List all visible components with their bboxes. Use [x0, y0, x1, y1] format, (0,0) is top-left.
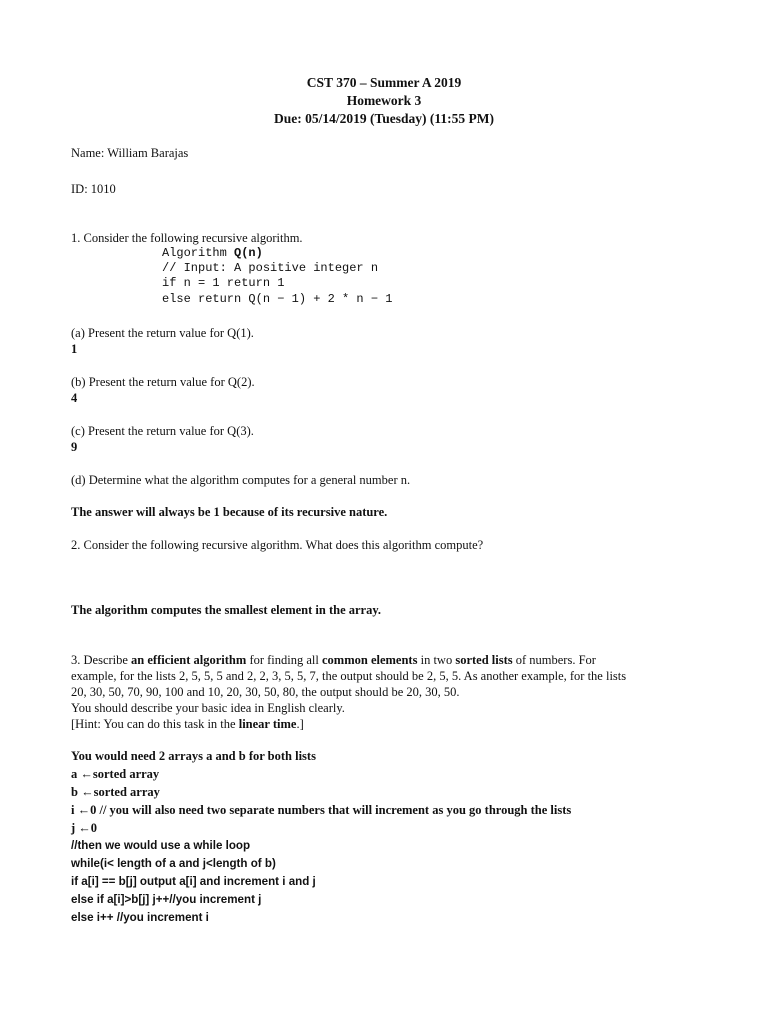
question-3-line-2: example, for the lists 2, 5, 5, 5 and 2, 2, 3, 5, 5, 7, the output should be 2, 5, 5. As another example, for the lists [71, 669, 627, 683]
answer-1a: 1 [71, 342, 78, 356]
assignment-title: Homework 3 [346, 93, 422, 108]
answer-1d: The answer will always be 1 because of its recursive nature. [71, 505, 388, 519]
code-line: else return Q(n − 1) + 2 * n − 1 [162, 292, 393, 306]
answer-3-line: else if a[i]>b[j] j++//you increment j [71, 893, 262, 906]
answer-3-line: while(i< length of a and j<length of b) [71, 857, 276, 870]
question-1b: (b) Present the return value for Q(2). [71, 375, 255, 389]
text-run: .] [296, 717, 304, 731]
question-1c: (c) Present the return value for Q(3). [71, 424, 254, 438]
question-1d: (d) Determine what the algorithm computes for a general number n. [71, 473, 411, 487]
emphasis-text: an efficient algorithm [131, 653, 247, 667]
answer-3-line: i ←0 // you will also need two separate numbers that will increment as you go through the lists [71, 803, 572, 817]
question-3-line-4: You should describe your basic idea in English clearly. [71, 701, 345, 715]
text-run: for finding all [246, 653, 322, 667]
question-3-hint [71, 716, 304, 732]
emphasis-text: sorted lists [455, 653, 513, 667]
answer-3-line: else i++ //you increment i [71, 911, 209, 924]
student-id: ID: 1010 [71, 182, 116, 196]
answer-2: The algorithm computes the smallest element in the array. [71, 603, 382, 617]
question-3-line-3: 20, 30, 50, 70, 90, 100 and 10, 20, 30, 50, 80, the output should be 20, 30, 50. [71, 685, 460, 699]
text-run: 3. Describe [71, 653, 132, 667]
text-run: in two [417, 653, 456, 667]
due-date: Due: 05/14/2019 (Tuesday) (11:55 PM) [274, 111, 494, 126]
algorithm-header [162, 246, 263, 261]
answer-1b: 4 [71, 391, 78, 405]
code-line: // Input: A positive integer n [162, 261, 379, 275]
answer-3-intro: You would need 2 arrays a and b for both lists [71, 749, 316, 763]
code-line: if n = 1 return 1 [162, 276, 285, 290]
question-2-prompt: 2. Consider the following recursive algorithm. What does this algorithm compute? [71, 538, 484, 552]
answer-3-line: b ←sorted array [71, 785, 160, 799]
answer-3-line: if a[i] == b[j] output a[i] and increment i and j [71, 875, 316, 888]
question-1-prompt: 1. Consider the following recursive algorithm. [71, 231, 303, 245]
algorithm-name: Q(n) [234, 246, 263, 260]
question-1a: (a) Present the return value for Q(1). [71, 326, 254, 340]
text-run: [Hint: You can do this task in the [71, 717, 239, 731]
emphasis-text: linear time [238, 717, 297, 731]
answer-3-line: //then we would use a while loop [71, 839, 251, 852]
answer-3-line: j ←0 [71, 821, 98, 835]
answer-1c: 9 [71, 440, 78, 454]
question-3-line-1 [71, 652, 596, 668]
answer-3-line: a ←sorted array [71, 767, 160, 781]
emphasis-text: common elements [322, 653, 418, 667]
course-title: CST 370 – Summer A 2019 [306, 75, 462, 90]
text-run: of numbers. For [512, 653, 596, 667]
student-name: Name: William Barajas [71, 146, 189, 160]
algorithm-keyword: Algorithm [162, 246, 235, 260]
